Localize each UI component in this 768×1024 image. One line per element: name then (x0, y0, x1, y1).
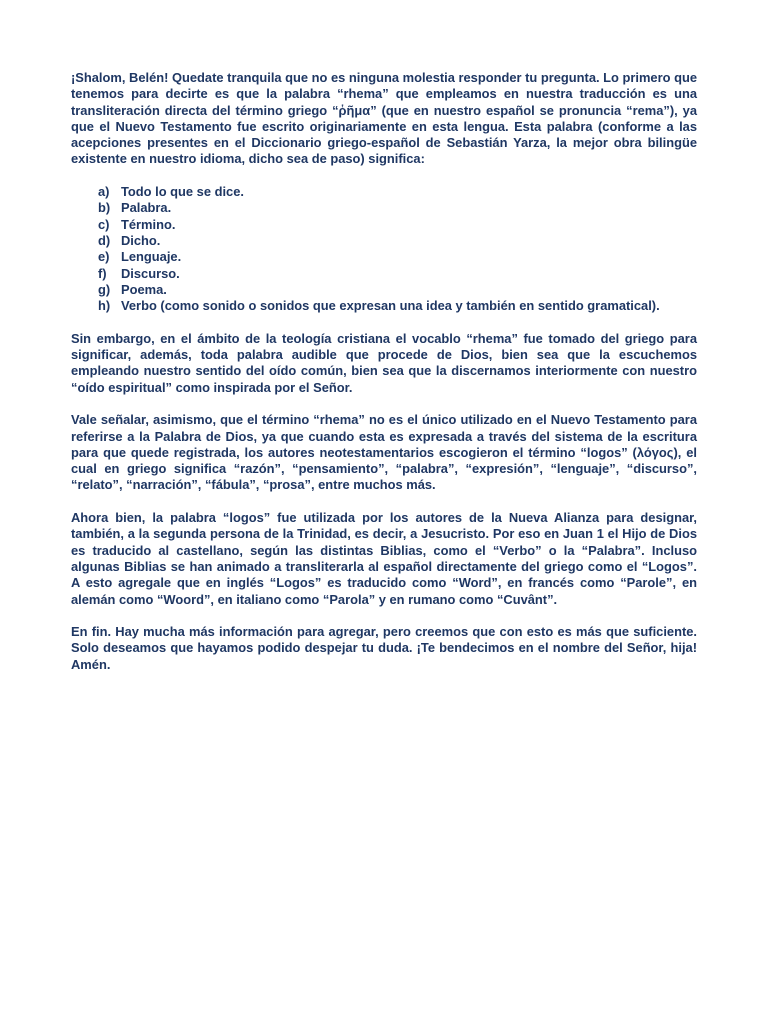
list-item (71, 184, 697, 200)
list-item (71, 282, 697, 298)
list-item-text: Todo lo que se dice. (121, 184, 244, 200)
list-marker: h) (98, 298, 111, 314)
document-page (71, 70, 697, 689)
list-item-text: Lenguaje. (121, 249, 182, 265)
list-marker: e) (98, 249, 110, 265)
meanings-list (71, 184, 697, 314)
list-item (71, 217, 697, 233)
list-item-text: Palabra. (121, 200, 172, 216)
list-item (71, 200, 697, 216)
intro-paragraph: ¡Shalom, Belén! Quedate tranquila que no es ninguna molestia responder tu pregunta. Lo primero que tenemos para decirte es que la palabra “rhema” que empleamos en nuestra traducción es una transliteración directa del término griego “ῥῆμα” (que en nuestro español se pronuncia “rema”), ya que el Nuevo Testamento fue escrito originariamente en esta lengua. Esta palabra (conforme a las acepciones presentes en el Diccionario griego-español de Sebastián Yarza, la mejor obra bilingüe existente en nuestro idioma, dicho sea de paso) significa: (71, 70, 697, 167)
list-marker: a) (98, 184, 110, 200)
list-item (71, 298, 697, 314)
list-marker: d) (98, 232, 111, 248)
list-item (71, 233, 697, 249)
list-item (71, 249, 697, 265)
body-paragraph-logos: Vale señalar, asimismo, que el término “rhema” no es el único utilizado en el Nuevo Testamento para referirse a la Palabra de Dios, ya que cuando esta es expresada a través del sistema de la escritura para que quede registrada, los autores neotestamentarios escogieron el término “logos” (λόγος), el cual en griego significa “razón”, “pensamiento”, “palabra”, “expresión”, “lenguaje”, “discurso”, “relato”, “narración”, “fábula”, “prosa”, entre muchos más. (71, 412, 697, 493)
list-item (71, 266, 697, 282)
list-item-text: Término. (121, 216, 176, 232)
body-paragraph-translations: Ahora bien, la palabra “logos” fue utilizada por los autores de la Nueva Alianza para designar, también, a la segunda persona de la Trinidad, es decir, a Jesucristo. Por eso en Juan 1 el Hijo de Dios es traducido al castellano, según las distintas Biblias, como el “Verbo” o la “Palabra”. Incluso algunas Biblias se han animado a transliterarla al español directamente del griego como el “Logos”. A esto agregale que en inglés “Logos” es traducido como “Word”, en francés como “Parole”, en alemán como “Woord”, en italiano como “Parola” y en rumano como “Cuvânt”. (71, 510, 697, 607)
closing-paragraph: En fin. Hay mucha más información para agregar, pero creemos que con esto es más que suficiente. Solo deseamos que hayamos podido despejar tu duda. ¡Te bendecimos en el nombre del Señor, hija! Amén. (71, 624, 697, 672)
list-marker: g) (98, 281, 111, 297)
list-item-text: Verbo (como sonido o sonidos que expresan una idea y también en sentido gramatical). (121, 298, 660, 314)
list-marker: f) (98, 265, 107, 281)
list-marker: b) (98, 200, 111, 216)
list-item-text: Dicho. (121, 232, 161, 248)
list-marker: c) (98, 216, 110, 232)
body-paragraph-rhema: Sin embargo, en el ámbito de la teología cristiana el vocablo “rhema” fue tomado del griego para significar, además, toda palabra audible que procede de Dios, bien sea que la escuchemos empleando nuestro sentido del oído común, bien sea que la discernamos interiormente con nuestro “oído espiritual” como inspirada por el Señor. (71, 330, 697, 395)
list-item-text: Discurso. (121, 265, 180, 281)
list-item-text: Poema. (121, 281, 167, 297)
